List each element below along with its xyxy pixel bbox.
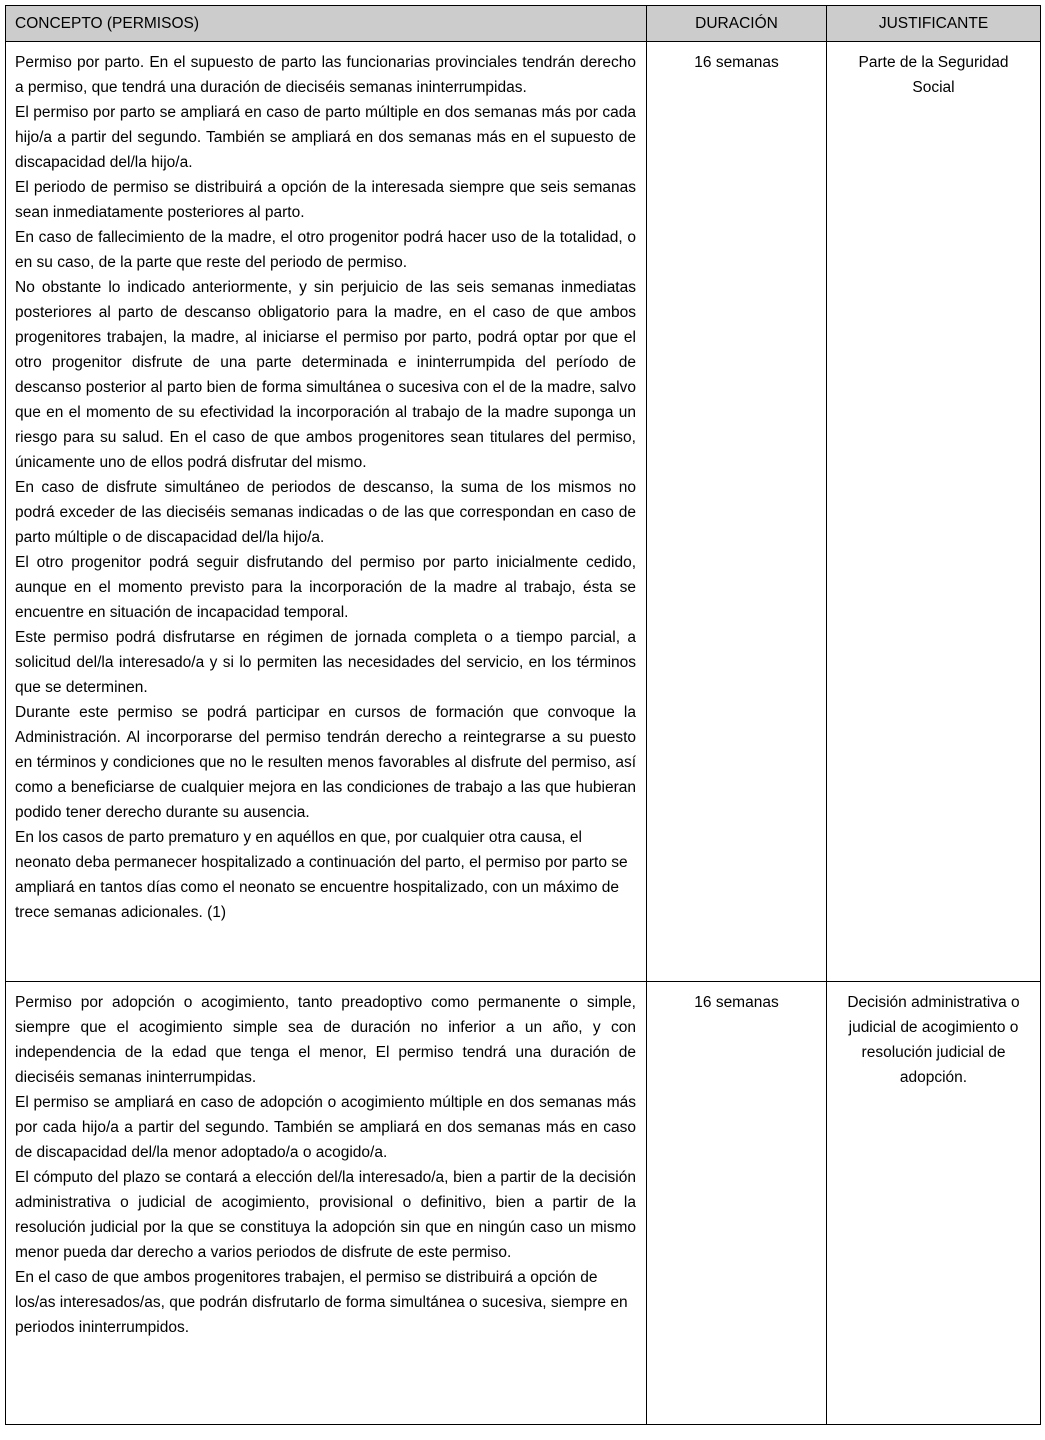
paragraph: En los casos de parto prematuro y en aquéllos en que, por cualquier otra causa, el neonato deba permanecer hospitalizado a continuación del parto, el permiso por parto se ampliará en tantos días como el neonato se encuentre hospitalizado, con un máximo de trece semanas adicionales. (1) bbox=[15, 829, 628, 922]
table-row bbox=[6, 982, 1041, 1425]
column-header-duracion: DURACIÓN bbox=[647, 6, 827, 42]
paragraph: En el caso de que ambos progenitores trabajen, el permiso se distribuirá a opción de los/as interesados/as, que podrán disfrutarlo de forma simultánea o sucesiva, siempre en periodos ininterrumpidos. bbox=[15, 1269, 628, 1337]
column-header-concepto: CONCEPTO (PERMISOS) bbox=[6, 6, 647, 42]
cell-justificante-parto: Parte de la Seguridad Social bbox=[827, 42, 1041, 982]
paragraph: El otro progenitor podrá seguir disfrutando del permiso por parto inicialmente cedido, aunque en el momento previsto para la incorporación de la madre al trabajo, ésta se encuentre en situación de incapacidad temporal. bbox=[15, 554, 636, 622]
cell-concepto-parto bbox=[6, 42, 647, 982]
table-header-row bbox=[6, 6, 1041, 42]
table-row bbox=[6, 42, 1041, 982]
cell-duracion-adopcion: 16 semanas bbox=[647, 982, 827, 1425]
cell-concepto-adopcion bbox=[6, 982, 647, 1425]
paragraph: El permiso se ampliará en caso de adopción o acogimiento múltiple en dos semanas más por cada hijo/a a partir del segundo. También se ampliará en dos semanas más en caso de discapacidad del/la menor adoptado/a o acogido/a. bbox=[15, 1094, 636, 1162]
table-header bbox=[6, 6, 1041, 42]
table-body bbox=[6, 42, 1041, 1425]
column-header-justificante: JUSTIFICANTE bbox=[827, 6, 1041, 42]
paragraph: El permiso por parto se ampliará en caso de parto múltiple en dos semanas más por cada hijo/a a partir del segundo. También se ampliará en dos semanas más en el supuesto de discapacidad del/la hijo/a. bbox=[15, 104, 636, 172]
paragraph: No obstante lo indicado anteriormente, y sin perjuicio de las seis semanas inmediatas posteriores al parto de descanso obligatorio para la madre, en el caso de que ambos progenitores trabajen, la madre, al iniciarse el permiso por parto, podrá optar por que el otro progenitor disfrute de una parte determinada e ininterrumpida del período de descanso posterior al parto bien de forma simultánea o sucesiva con el de la madre, salvo que en el momento de su efectividad la incorporación al trabajo de la madre suponga un riesgo para su salud. En el caso de que ambos progenitores sean titulares del permiso, únicamente uno de ellos podrá disfrutar del mismo. bbox=[15, 279, 636, 472]
paragraph: En caso de fallecimiento de la madre, el otro progenitor podrá hacer uso de la totalidad, o en su caso, de la parte que reste del periodo de permiso. bbox=[15, 229, 636, 272]
paragraph: Durante este permiso se podrá participar en cursos de formación que convoque la Administración. Al incorporarse del permiso tendrán derecho a reintegrarse a su puesto en términos y condiciones que no le resulten menos favorables al disfrute del permiso, así como a beneficiarse de cualquier mejora en las condiciones de trabajo a las que hubieran podido tener derecho durante su ausencia. bbox=[15, 704, 636, 822]
paragraph: Permiso por adopción o acogimiento, tanto preadoptivo como permanente o simple, siempre que el acogimiento simple sea de duración no inferior a un año, y con independencia de la edad que tenga el menor, El permiso tendrá una duración de dieciséis semanas ininterrumpidas. bbox=[15, 994, 636, 1087]
paragraph: Permiso por parto. En el supuesto de parto las funcionarias provinciales tendrán derecho a permiso, que tendrá una duración de dieciséis semanas ininterrumpidas. bbox=[15, 54, 636, 97]
paragraph: El periodo de permiso se distribuirá a opción de la interesada siempre que seis semanas sean inmediatamente posteriores al parto. bbox=[15, 179, 636, 222]
paragraph: Este permiso podrá disfrutarse en régimen de jornada completa o a tiempo parcial, a solicitud del/la interesado/a y si lo permiten las necesidades del servicio, en los términos que se determinen. bbox=[15, 629, 636, 697]
paragraph: En caso de disfrute simultáneo de periodos de descanso, la suma de los mismos no podrá exceder de las dieciséis semanas indicadas o de las que correspondan en caso de parto múltiple o de discapacidad del/la hijo/a. bbox=[15, 479, 636, 547]
cell-duracion-parto: 16 semanas bbox=[647, 42, 827, 982]
cell-justificante-adopcion: Decisión administrativa o judicial de acogimiento o resolución judicial de adopción. bbox=[827, 982, 1041, 1425]
paragraph: El cómputo del plazo se contará a elección del/la interesado/a, bien a partir de la decisión administrativa o judicial de acogimiento, provisional o definitivo, bien a partir de la resolución judicial por la que se constituya la adopción sin que en ningún caso un mismo menor pueda dar derecho a varios periodos de disfrute de este permiso. bbox=[15, 1169, 636, 1262]
permisos-table bbox=[5, 5, 1041, 1425]
